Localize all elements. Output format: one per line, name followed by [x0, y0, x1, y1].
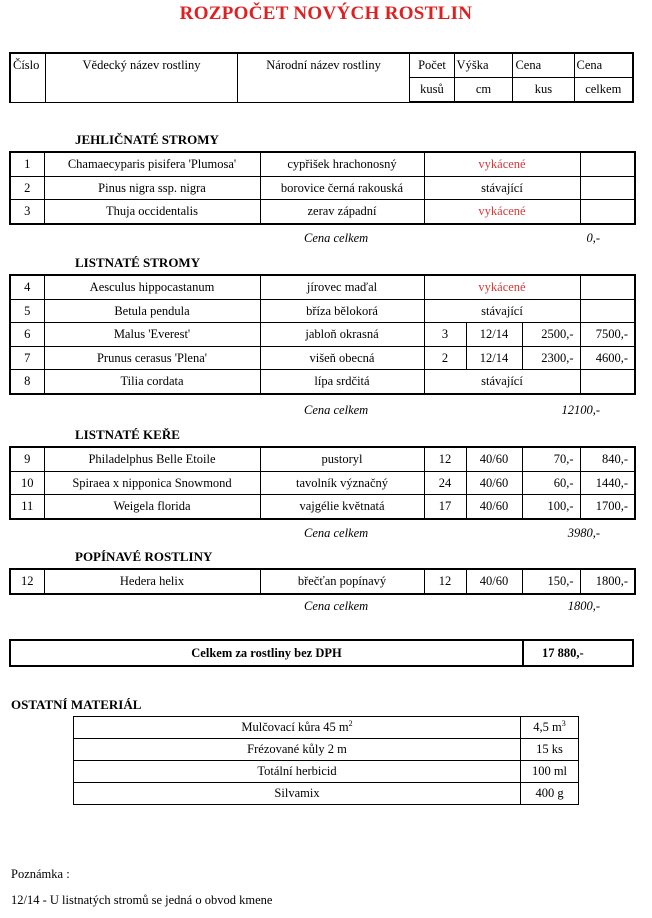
price-per-unit: 70,-: [522, 447, 580, 471]
status-text: vykácené: [424, 275, 580, 299]
header-pocet: Počet: [410, 53, 454, 78]
section-title: LISTNATÉ STROMY: [75, 255, 201, 270]
price-total: 1700,-: [580, 495, 635, 519]
table-row: [10, 200, 635, 224]
table-row: [10, 323, 635, 347]
price-per-unit: [580, 370, 635, 394]
common-name: vajgélie květnatá: [260, 495, 424, 519]
row-number: 3: [10, 200, 44, 224]
table-row: [10, 152, 635, 176]
quantity: 3: [424, 323, 466, 347]
scientific-name: Chamaecyparis pisifera 'Plumosa': [44, 152, 260, 176]
price-per-unit: [580, 299, 635, 323]
price-total: 1800,-: [580, 569, 635, 594]
materials-table: [73, 716, 579, 805]
header-cena-unit: kus: [513, 78, 574, 103]
status-text: stávající: [424, 176, 580, 200]
table-row: [10, 495, 635, 519]
scientific-name: Prunus cerasus 'Plena': [44, 346, 260, 370]
plant-table: [9, 446, 636, 520]
header-scientific-name: Vědecký název rostliny: [46, 53, 238, 102]
header-vyska-unit: cm: [454, 78, 513, 103]
note-text: 12/14 - U listnatých stromů se jedná o obvod kmene: [11, 893, 273, 907]
quantity: 12: [424, 447, 466, 471]
table-row: [10, 569, 635, 594]
scientific-name: Betula pendula: [44, 299, 260, 323]
table-row: [10, 275, 635, 299]
price-total: 840,-: [580, 447, 635, 471]
material-name: Totální herbicid: [74, 761, 521, 783]
quantity: 2: [424, 346, 466, 370]
table-row: [10, 370, 635, 394]
materials-title: OSTATNÍ MATERIÁL: [11, 697, 142, 712]
section-sum-label: Cena celkem: [304, 525, 369, 540]
page-title: ROZPOČET NOVÝCH ROSTLIN: [179, 3, 473, 24]
height-size: 40/60: [466, 471, 522, 495]
row-number: 7: [10, 346, 44, 370]
price-per-unit: 100,-: [522, 495, 580, 519]
price-per-unit: 2300,-: [522, 346, 580, 370]
status-text: stávající: [424, 370, 580, 394]
height-size: 12/14: [466, 346, 522, 370]
table-row: [10, 471, 635, 495]
header-table: [9, 52, 634, 103]
row-number: 1: [10, 152, 44, 176]
header-celkem-unit: celkem: [574, 78, 633, 103]
row-number: 10: [10, 471, 44, 495]
common-name: břečťan popínavý: [260, 569, 424, 594]
grand-total-table: [9, 639, 634, 667]
material-row: [74, 783, 579, 805]
status-text: vykácené: [424, 152, 580, 176]
grand-total-label: Celkem za rostliny bez DPH: [10, 640, 523, 666]
price-total: 1440,-: [580, 471, 635, 495]
section-title: LISTNATÉ KEŘE: [75, 427, 180, 442]
price-total: 7500,-: [580, 323, 635, 347]
price-per-unit: [580, 200, 635, 224]
scientific-name: Pinus nigra ssp. nigra: [44, 176, 260, 200]
material-quantity: 15 ks: [521, 739, 579, 761]
section-title: JEHLIČNATÉ STROMY: [75, 132, 219, 147]
common-name: pustoryl: [260, 447, 424, 471]
material-name: Frézované kůly 2 m: [74, 739, 521, 761]
scientific-name: Aesculus hippocastanum: [44, 275, 260, 299]
row-number: 2: [10, 176, 44, 200]
height-size: 40/60: [466, 495, 522, 519]
row-number: 6: [10, 323, 44, 347]
scientific-name: Philadelphus Belle Etoile: [44, 447, 260, 471]
common-name: tavolník význačný: [260, 471, 424, 495]
row-number: 4: [10, 275, 44, 299]
status-text: vykácené: [424, 200, 580, 224]
section-sum-value: 12100,-: [561, 402, 600, 417]
plant-table: [9, 151, 636, 225]
section-sum-value: 3980,-: [567, 525, 600, 540]
plant-table: [9, 568, 636, 595]
material-row: [74, 739, 579, 761]
section-title: POPÍNAVÉ ROSTLINY: [75, 549, 213, 564]
header-common-name: Národní název rostliny: [237, 53, 410, 102]
scientific-name: Malus 'Everest': [44, 323, 260, 347]
header-pocet-unit: kusů: [410, 78, 454, 103]
common-name: cypřišek hrachonosný: [260, 152, 424, 176]
material-quantity: 4,5 $m^3$: [521, 717, 579, 739]
common-name: zerav západní: [260, 200, 424, 224]
section-sum-value: 0,-: [586, 230, 600, 245]
material-name: Mulčovací kůra 45 $m^2$: [74, 717, 521, 739]
price-per-unit: [580, 275, 635, 299]
material-quantity: 400 g: [521, 783, 579, 805]
quantity: 24: [424, 471, 466, 495]
price-per-unit: 150,-: [522, 569, 580, 594]
scientific-name: Tilia cordata: [44, 370, 260, 394]
grand-total-value: 17 880,-: [523, 640, 633, 666]
common-name: bříza bělokorá: [260, 299, 424, 323]
material-name: Silvamix: [74, 783, 521, 805]
table-row: [10, 299, 635, 323]
note-label: Poznámka :: [11, 867, 70, 881]
height-size: 12/14: [466, 323, 522, 347]
height-size: 40/60: [466, 569, 522, 594]
table-row: [10, 447, 635, 471]
material-row: [74, 717, 579, 739]
price-per-unit: 60,-: [522, 471, 580, 495]
status-text: stávající: [424, 299, 580, 323]
table-row: [10, 346, 635, 370]
section-sum-value: 1800,-: [567, 598, 600, 613]
header-cena-celkem: Cena: [574, 53, 633, 78]
material-quantity: 100 ml: [521, 761, 579, 783]
material-row: [74, 761, 579, 783]
common-name: jabloň okrasná: [260, 323, 424, 347]
quantity: 17: [424, 495, 466, 519]
row-number: 8: [10, 370, 44, 394]
scientific-name: Thuja occidentalis: [44, 200, 260, 224]
price-per-unit: [580, 152, 635, 176]
common-name: višeň obecná: [260, 346, 424, 370]
price-per-unit: 2500,-: [522, 323, 580, 347]
quantity: 12: [424, 569, 466, 594]
row-number: 5: [10, 299, 44, 323]
table-row: [10, 176, 635, 200]
row-number: 12: [10, 569, 44, 594]
row-number: 9: [10, 447, 44, 471]
common-name: borovice černá rakouská: [260, 176, 424, 200]
plant-table: [9, 274, 636, 395]
section-sum-label: Cena celkem: [304, 230, 369, 245]
header-vyska: Výška: [454, 53, 513, 78]
scientific-name: Weigela florida: [44, 495, 260, 519]
scientific-name: Spiraea x nipponica Snowmond: [44, 471, 260, 495]
common-name: lípa srdčitá: [260, 370, 424, 394]
section-sum-label: Cena celkem: [304, 598, 369, 613]
height-size: 40/60: [466, 447, 522, 471]
header-cislo: Číslo: [10, 53, 46, 102]
section-sum-label: Cena celkem: [304, 402, 369, 417]
scientific-name: Hedera helix: [44, 569, 260, 594]
common-name: jírovec maďal: [260, 275, 424, 299]
price-per-unit: [580, 176, 635, 200]
header-cena: Cena: [513, 53, 574, 78]
price-total: 4600,-: [580, 346, 635, 370]
row-number: 11: [10, 495, 44, 519]
